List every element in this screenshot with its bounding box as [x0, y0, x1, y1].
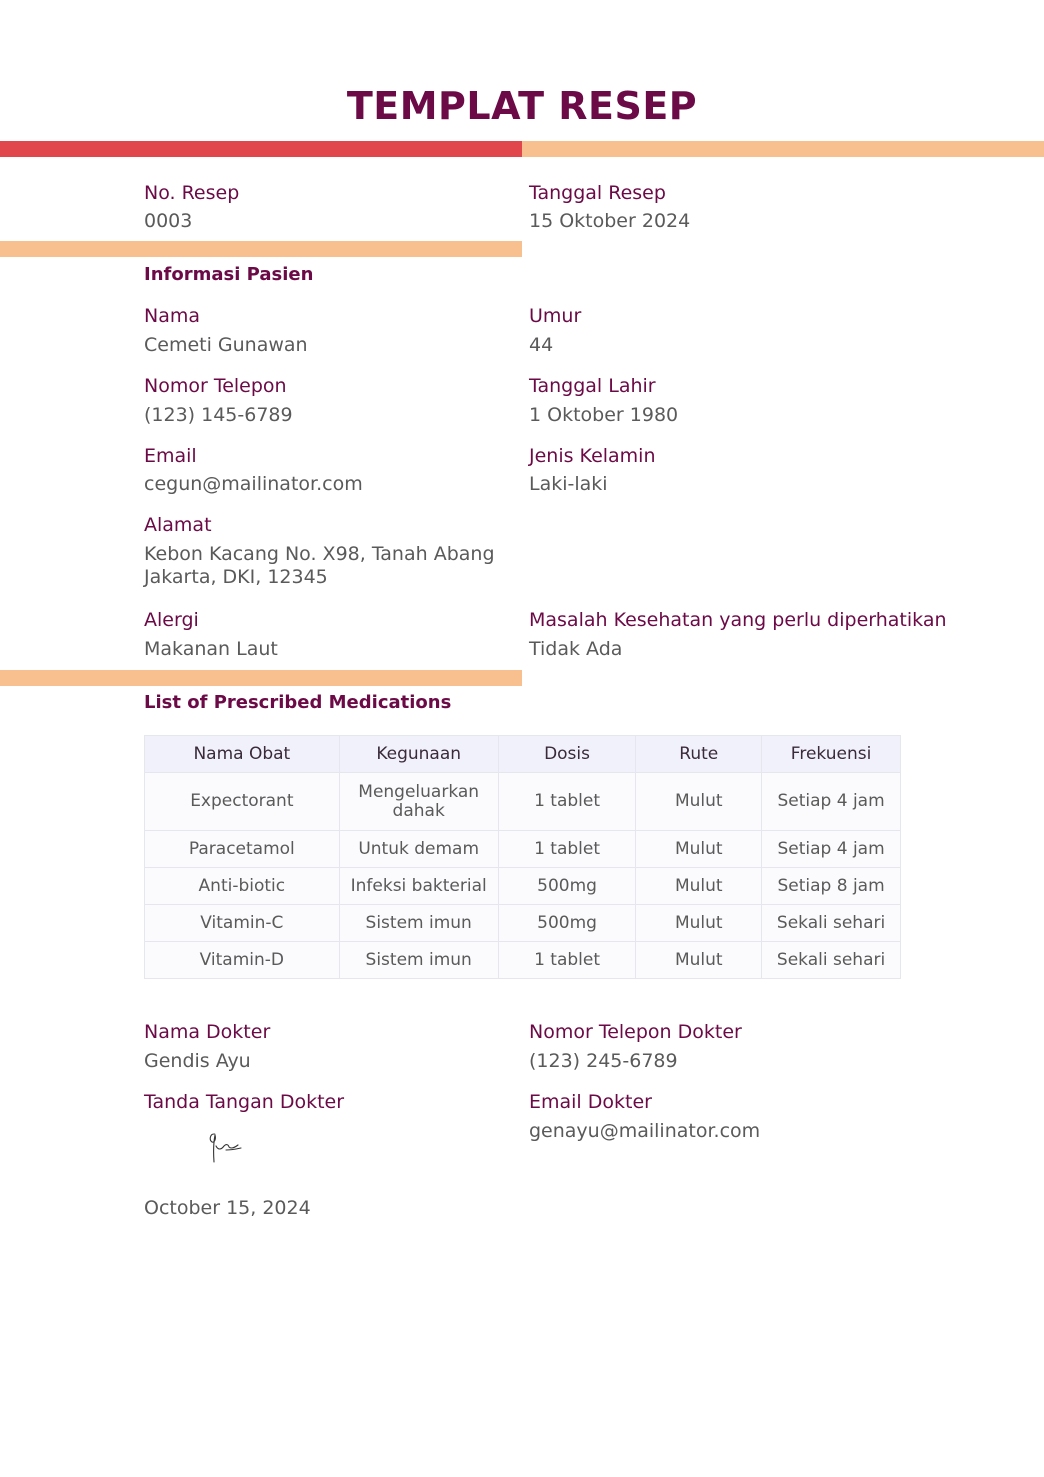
patient-address-line1: Kebon Kacang No. X98, Tanah Abang: [144, 543, 495, 565]
table-row: [145, 868, 901, 905]
table-cell: Mulut: [636, 942, 762, 979]
patient-name-label: Nama: [144, 305, 201, 327]
patient-address-line2: Jakarta, DKI, 12345: [144, 566, 328, 588]
table-cell: Setiap 8 jam: [762, 868, 901, 905]
table-cell: Mulut: [636, 773, 762, 831]
table-cell: Sekali sehari: [762, 942, 901, 979]
table-cell: Anti-biotic: [145, 868, 340, 905]
column-header: Kegunaan: [339, 736, 498, 773]
table-cell: Mengeluarkan dahak: [339, 773, 498, 831]
patient-gender-value: Laki-laki: [529, 473, 608, 495]
column-header: Nama Obat: [145, 736, 340, 773]
table-cell: 1 tablet: [498, 831, 636, 868]
doctor-email-value: genayu@mailinator.com: [529, 1120, 761, 1142]
patient-section-title: Informasi Pasien: [144, 264, 314, 285]
patient-allergy-value: Makanan Laut: [144, 638, 278, 660]
table-header-row: [145, 736, 901, 773]
prescription-number-value: 0003: [144, 210, 193, 232]
header-bar-red: [0, 141, 522, 157]
medications-section-title: List of Prescribed Medications: [144, 692, 452, 713]
table-cell: 500mg: [498, 905, 636, 942]
table-cell: Setiap 4 jam: [762, 831, 901, 868]
table-cell: Mulut: [636, 868, 762, 905]
table-cell: Vitamin-D: [145, 942, 340, 979]
prescription-date-label: Tanggal Resep: [529, 182, 666, 204]
table-cell: Infeksi bakterial: [339, 868, 498, 905]
doctor-name-label: Nama Dokter: [144, 1021, 271, 1043]
table-cell: 1 tablet: [498, 942, 636, 979]
table-cell: Vitamin-C: [145, 905, 340, 942]
patient-allergy-label: Alergi: [144, 609, 199, 631]
patient-dob-value: 1 Oktober 1980: [529, 404, 679, 426]
table-cell: 1 tablet: [498, 773, 636, 831]
table-cell: Untuk demam: [339, 831, 498, 868]
patient-address-label: Alamat: [144, 514, 212, 536]
doctor-name-value: Gendis Ayu: [144, 1050, 251, 1072]
section-divider: [0, 670, 522, 686]
table-cell: Sekali sehari: [762, 905, 901, 942]
patient-email-value: cegun@mailinator.com: [144, 473, 363, 495]
patient-gender-label: Jenis Kelamin: [529, 445, 656, 467]
prescription-number-label: No. Resep: [144, 182, 240, 204]
doctor-signature-label: Tanda Tangan Dokter: [144, 1091, 345, 1113]
patient-phone-value: (123) 145-6789: [144, 404, 293, 426]
table-row: [145, 831, 901, 868]
table-cell: Mulut: [636, 905, 762, 942]
patient-age-label: Umur: [529, 305, 582, 327]
table-cell: Sistem imun: [339, 905, 498, 942]
table-cell: Mulut: [636, 831, 762, 868]
table-row: [145, 905, 901, 942]
column-header: Rute: [636, 736, 762, 773]
table-cell: 500mg: [498, 868, 636, 905]
patient-name-value: Cemeti Gunawan: [144, 334, 308, 356]
table-cell: Setiap 4 jam: [762, 773, 901, 831]
patient-age-value: 44: [529, 334, 554, 356]
table-cell: Sistem imun: [339, 942, 498, 979]
page-title: TEMPLAT RESEP: [346, 84, 698, 128]
table-cell: Paracetamol: [145, 831, 340, 868]
table-row: [145, 773, 901, 831]
patient-health-label: Masalah Kesehatan yang perlu diperhatikan: [529, 609, 947, 631]
header-bar-orange: [522, 141, 1044, 157]
patient-phone-label: Nomor Telepon: [144, 375, 287, 397]
doctor-phone-value: (123) 245-6789: [529, 1050, 678, 1072]
column-header: Frekuensi: [762, 736, 901, 773]
column-header: Dosis: [498, 736, 636, 773]
patient-dob-label: Tanggal Lahir: [529, 375, 656, 397]
doctor-email-label: Email Dokter: [529, 1091, 652, 1113]
table-row: [145, 942, 901, 979]
prescription-date-value: 15 Oktober 2024: [529, 210, 691, 232]
signature-image: [200, 1128, 250, 1168]
patient-email-label: Email: [144, 445, 197, 467]
signed-date: October 15, 2024: [144, 1197, 311, 1219]
section-divider: [0, 241, 522, 257]
doctor-phone-label: Nomor Telepon Dokter: [529, 1021, 742, 1043]
patient-health-value: Tidak Ada: [529, 638, 623, 660]
table-cell: Expectorant: [145, 773, 340, 831]
medications-table: [144, 735, 901, 979]
